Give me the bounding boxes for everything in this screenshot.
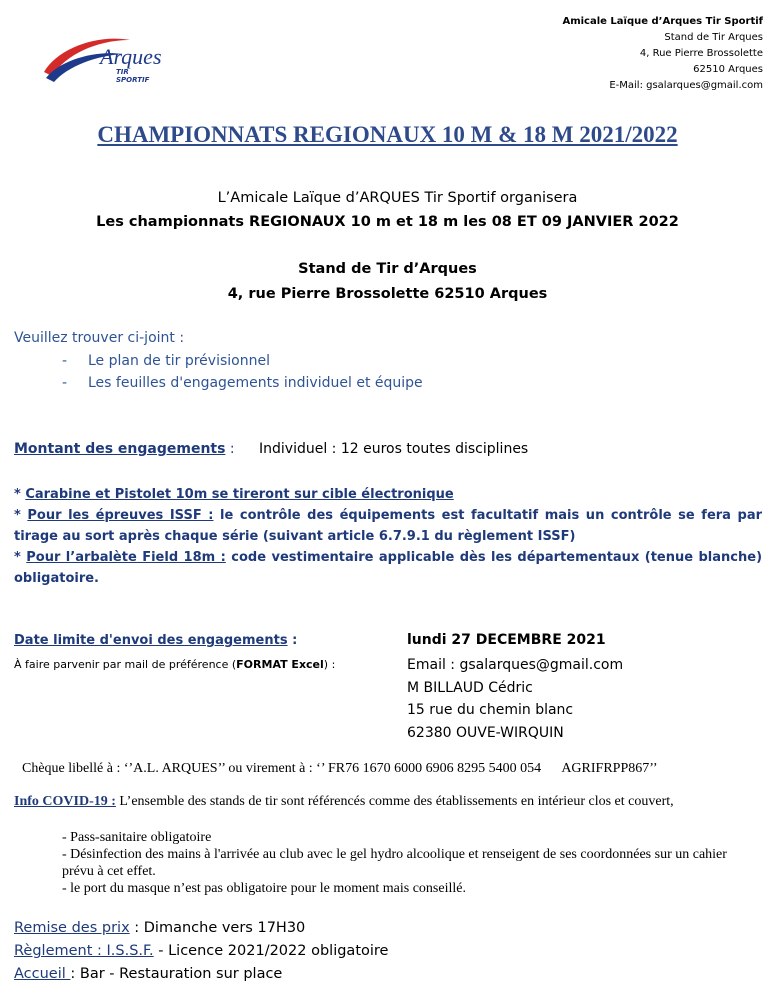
note-electronic: * Carabine et Pistolet 10m se tireront sur cible électronique: [14, 487, 454, 502]
logo-sub1: TIR: [116, 68, 129, 76]
covid-list: [62, 829, 762, 897]
fees-sep: :: [225, 441, 235, 457]
attachments-list: [62, 350, 423, 394]
note-link: Pour l’arbalète Field 18m :: [26, 550, 226, 565]
intro-line-2: Les championnats REGIONAUX 10 m et 18 m les 08 ET 09 JANVIER 2022: [96, 214, 679, 230]
payment-info: Chèque libellé à : ‘’A.L. ARQUES’’ ou virement à : ‘’ FR76 1670 6000 6906 8295 5400 054 AGRIFRPP867’’: [22, 761, 658, 776]
welcome-label: Accueil: [14, 966, 71, 982]
address-line: 62510 Arques: [693, 64, 763, 75]
deadline-row: Date limite d'envoi des engagements :: [14, 633, 298, 648]
list-item: - Le plan de tir prévisionnel: [62, 350, 423, 372]
rules-label: Règlement : I.S.S.F.: [14, 943, 154, 959]
list-item: - Désinfection des mains à l'arrivée au club avec le gel hydro alcoolique et renseigent de ses coordonnées sur un cahier prévu à cet effet.: [62, 847, 727, 879]
contact-email: Email : gsalarques@gmail.com: [407, 657, 624, 673]
note-crossbow: * Pour l’arbalète Field 18m : code vestimentaire applicable dès les départementaux (tenue blanche) obligatoire.: [14, 550, 763, 586]
list-item: - Pass-sanitaire obligatoire: [62, 830, 212, 845]
note-link: Pour les épreuves ISSF :: [27, 508, 214, 523]
footer-block: [14, 917, 388, 986]
rules-row: Règlement : I.S.S.F. - Licence 2021/2022 obligatoire: [14, 943, 389, 959]
fees-value: Individuel : 12 euros toutes disciplines: [259, 441, 529, 457]
club-name: Amicale Laïque d’Arques Tir Sportif: [562, 16, 763, 27]
fees-row: [14, 441, 235, 457]
fees-label: Montant des engagements: [14, 441, 226, 457]
contact-street: 15 rue du chemin blanc: [407, 702, 574, 718]
note-link: Carabine et Pistolet 10m se tireront sur cible électronique: [25, 487, 454, 502]
list-item: - le port du masque n’est pas obligatoire pour le moment mais conseillé.: [62, 881, 466, 896]
deadline-date: lundi 27 DECEMBRE 2021: [407, 632, 606, 648]
club-address: [562, 14, 763, 94]
welcome-row: Accueil : Bar - Restauration sur place: [14, 966, 283, 982]
intro-line-1: L’Amicale Laïque d’ARQUES Tir Sportif organisera: [217, 190, 578, 206]
attachments-lead: Veuillez trouver ci-joint :: [14, 330, 185, 346]
deadline-label: Date limite d'envoi des engagements: [14, 633, 288, 648]
prize-label: Remise des prix: [14, 920, 130, 936]
email-line: E-Mail: gsalarques@gmail.com: [609, 80, 763, 91]
club-logo: [38, 20, 188, 100]
prize-row: Remise des prix : Dimanche vers 17H30: [14, 920, 306, 936]
logo-sub2: SPORTIF: [116, 76, 150, 84]
page-title: CHAMPIONNATS REGIONAUX 10 M & 18 M 2021/2022: [97, 122, 678, 147]
covid-label: Info COVID-19 :: [14, 794, 116, 809]
contact-name: M BILLAUD Cédric: [407, 679, 533, 696]
notes-block: [14, 484, 762, 589]
logo-text: Arques: [100, 44, 162, 69]
send-instructions: À faire parvenir par mail de préférence (FORMAT Excel) :: [14, 658, 336, 671]
contact-city: 62380 OUVE-WIRQUIN: [407, 724, 564, 741]
address-line: 4, Rue Pierre Brossolette: [639, 48, 763, 59]
contact-address: [407, 654, 623, 744]
venue-address: 4, rue Pierre Brossolette 62510 Arques: [227, 286, 548, 302]
note-issf: * Pour les épreuves ISSF : le contrôle des équipements est facultatif mais un contrôle se fera par tirage au sort après chaque série (suivant article 6.7.9.1 du règlement ISSF): [14, 508, 763, 544]
list-item: - Les feuilles d'engagements individuel et équipe: [62, 372, 423, 394]
address-line: Stand de Tir Arques: [664, 32, 763, 43]
covid-row: Info COVID-19 : L’ensemble des stands de tir sont référencés comme des établissements en intérieur clos et couvert,: [14, 794, 674, 809]
venue-name: Stand de Tir d’Arques: [298, 261, 477, 277]
